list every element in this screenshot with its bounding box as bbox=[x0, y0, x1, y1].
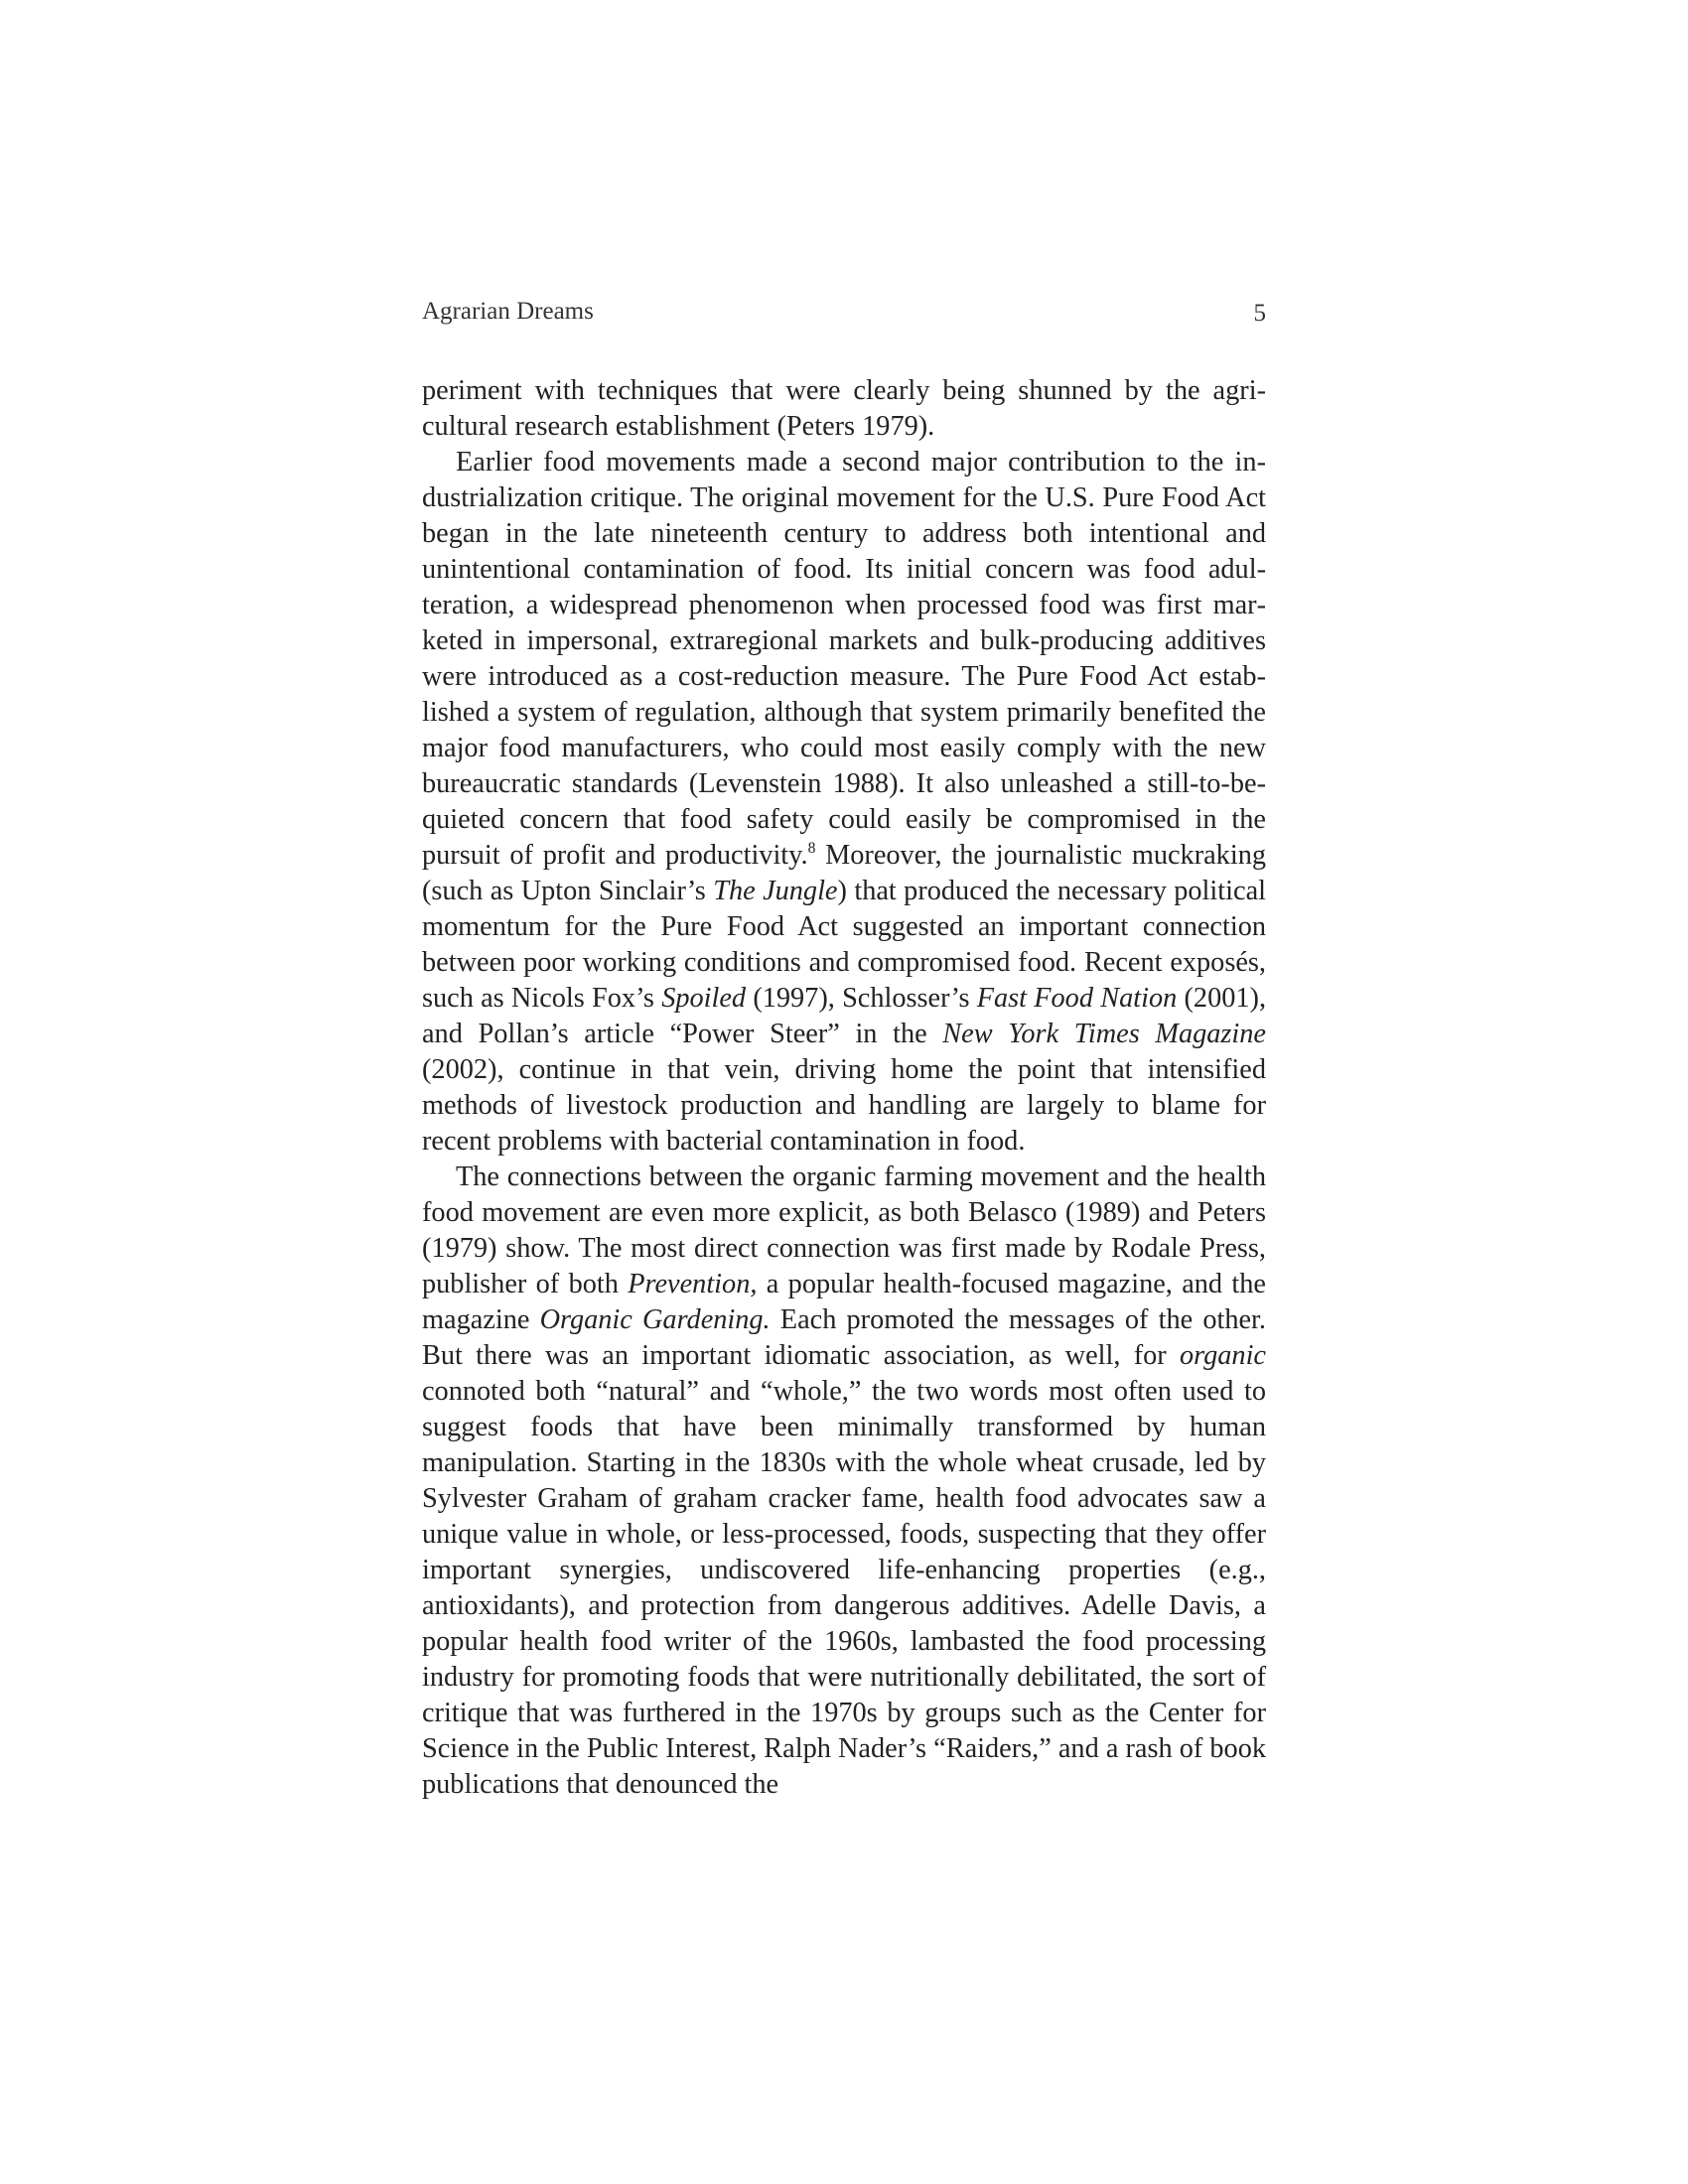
text-run: connoted both “natural” and “whole,” the two words most often used to suggest foods that have been minimally transformed by human manipulation. Starting in the 1830s with the whole wheat crusade, led by Sylvester Graham of graham cracker fame, health food advocates saw a unique value in whole, or less-processed, foods, suspecting that they offer important synergies, undiscovered life-enhancing properties (e.g., antioxidants), and protection from dangerous additives. Adelle Davis, a popular health food writer of the 1960s, lambasted the food processing industry for promoting foods that were nutritionally debilitated, the sort of critique that was furthered in the 1970s by groups such as the Center for Science in the Public Interest, Ralph Nader’s “Raiders,” and a rash of book publications that denounced the bbox=[422, 1376, 1266, 1800]
text-run: (2002), continue in that vein, driving home the point that intensified methods of livestock production and handling are largely to blame for recent problems with bacterial contamination in food. bbox=[422, 1054, 1266, 1157]
italic-title: Organic Gardening. bbox=[539, 1304, 771, 1335]
italic-title: New York Times Magazine bbox=[942, 1019, 1266, 1049]
page-number: 5 bbox=[1253, 300, 1266, 327]
text-run: ) that produced the necessary political momentum for the Pure Food Act suggested an important connection between poor working conditions and compromised food. Recent exposés, such as Nicols Fox’s bbox=[422, 876, 1266, 1014]
italic-title: Fast Food Nation bbox=[976, 983, 1178, 1014]
text-run: (2001), and Pollan’s article “Power Steer” in the bbox=[422, 983, 1267, 1049]
text-run: Moreover, the journalistic muckraking (such as Upton Sinclair’s bbox=[422, 840, 1266, 906]
italic-title: organic bbox=[1180, 1340, 1266, 1371]
text-run: (1997), Schlosser’s bbox=[746, 983, 977, 1014]
text-run: Each promoted the messages of the other. But there was an important idiomatic association, as well, for bbox=[422, 1304, 1266, 1371]
text-run: periment with techniques that were clearly being shunned by the agricultural research establishment (Peters 1979). bbox=[422, 375, 1266, 442]
text-run: Earlier food movements made a second major contribution to the industrialization critique. The original movement for the U.S. Pure Food Act began in the late nineteenth century to address both intentional and unintentional contamination of food. Its initial concern was food adulteration, a widespread phenomenon when processed food was first marketed in impersonal, extraregional markets and bulk-producing additives were introduced as a cost-reduction measure. The Pure Food Act established a system of regulation, although that system primarily benefited the major food manufacturers, who could most easily comply with the new bureaucratic standards (Levenstein 1988). It also unleashed a still-to-be-quieted concern that food safety could easily be compromised in the pursuit of profit and productivity. bbox=[422, 447, 1266, 871]
paragraph-2 bbox=[422, 445, 1266, 1160]
italic-title: Prevention, bbox=[628, 1269, 758, 1299]
running-head-title: Agrarian Dreams bbox=[422, 298, 594, 325]
paragraph-3 bbox=[422, 1160, 1266, 1803]
text-run: a popular health-focused magazine, and the magazine bbox=[422, 1269, 1266, 1335]
body-text bbox=[422, 373, 1266, 1803]
text-run: The connections between the organic farming movement and the health food movement are even more explicit, as both Belasco (1989) and Peters (1979) show. The most direct connection was first made by Rodale Press, publisher of both bbox=[422, 1161, 1266, 1299]
italic-title: Spoiled bbox=[661, 983, 747, 1014]
footnote-ref: 8 bbox=[807, 840, 816, 858]
italic-title: The Jungle bbox=[713, 876, 838, 906]
paragraph-1 bbox=[422, 373, 1266, 445]
